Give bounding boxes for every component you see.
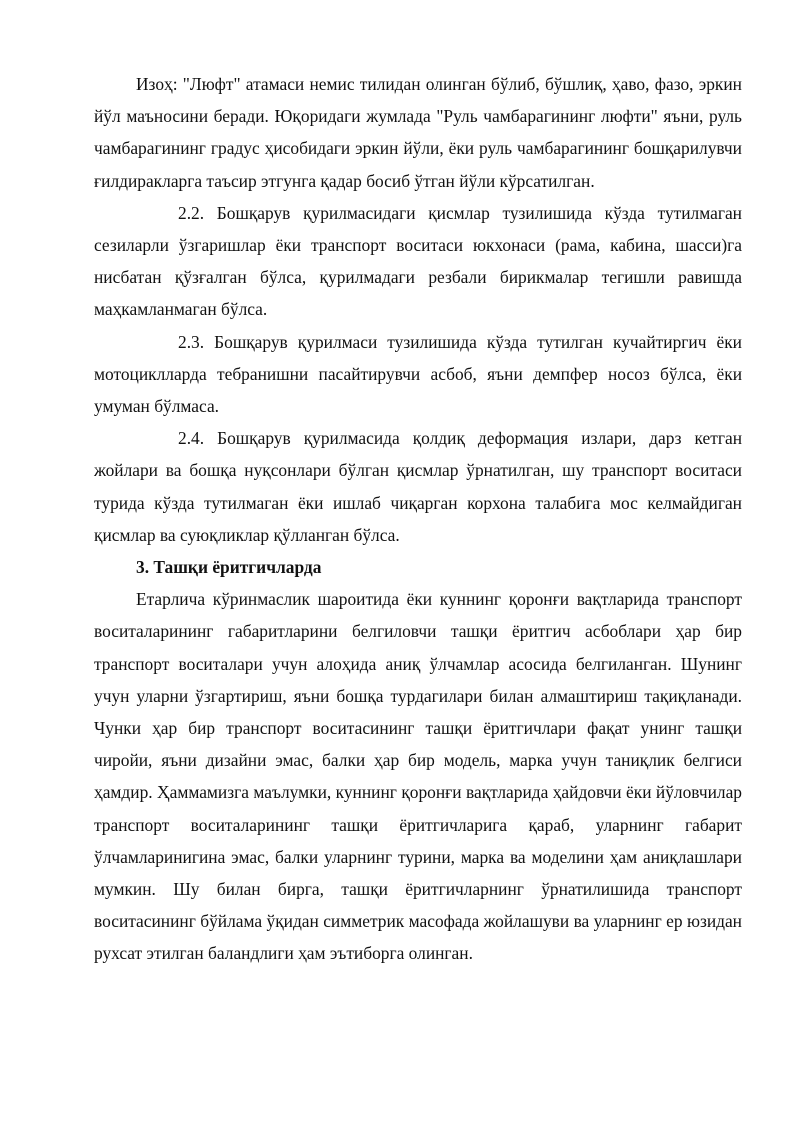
section-body: Етарлича кўринмаслик шароитида ёки куннинг қоронғи вақтларида транспорт воситаларининг габаритларини белгиловчи ташқи ёритгич асбоблари ҳар бир транспорт воситалари учун алоҳида аниқ ўлчамлар асосида белгиланган. Шунинг учун уларни ўзгартириш, яъни бошқа турдагилари билан алмаштириш тақиқланади. Чунки ҳар бир транспорт воситасининг ташқи ёритгичлари фақат унинг ташқи чиройи, яъни дизайни эмас, балки ҳар бир модель, марка учун таниқлик белгиси ҳамдир. Ҳаммамизга маълумки, куннинг қоронғи вақтларида ҳайдовчи ёки йўловчилар транспорт воситаларининг ташқи ёритгичларига қараб, уларнинг габарит ўлчамларинигина эмас, балки уларнинг турини, марка ва моделини ҳам аниқлашлари мумкин. Шу билан бирга, ташқи ёритгичларнинг ўрнатилишида транспорт воситасининг бўйлама ўқидан симметрик масофада жойлашуви ва уларнинг ер юзидан рухсат этилган баландлиги ҳам эътиборга олинган. (94, 589, 742, 964)
item-text: Бошқарув қурилмаси тузилишида кўзда тутилган кучайтиргич ёки мотоциклларда тебранишни пасайтирувчи асбоб, яъни демпфер носоз бўлса, ёки умуман бўлмаса. (94, 331, 742, 417)
item-text: Бошқарув қурилмасидаги қисмлар тузилишида кўзда тутилмаган сезиларли ўзгаришлар ёки транспорт воситаси юкхонаси (рама, кабина, шасси)га нисбатан қўзғалган бўлса, қурилмадаги резбали бирикмалар тегишли равишда маҳкамланмаган бўлса. (94, 202, 742, 320)
note-paragraph: Изоҳ: "Люфт" атамаси немис тилидан олинган бўлиб, бўшлиқ, ҳаво, фазо, эркин йўл маъносини беради. Юқоридаги жумлада "Руль чамбарагининг люфти" яъни, руль чамбарагининг градус ҳисобидаги эркин йўли, ёки руль чамбарагининг бошқарилувчи ғилдиракларга таъсир этгунга қадар босиб ўтган йўли кўрсатилган. (94, 74, 742, 191)
item-number: 2.3. (178, 331, 205, 352)
document-page (94, 68, 742, 970)
item-2-4 (94, 422, 742, 551)
item-2-2 (94, 197, 742, 326)
item-text: Бошқарув қурилмасида қолдиқ деформация излари, дарз кетган жойлари ва бошқа нуқсонлари бўлган қисмлар ўрнатилган, шу транспорт воситаси турида кўзда тутилмаган ёки ишлаб чиқарган корхона талабига мос келмайдиган қисмлар ва суюқликлар қўлланган бўлса. (94, 428, 742, 545)
item-number: 2.2. (178, 202, 205, 223)
item-2-3 (94, 326, 742, 423)
section-heading: 3. Ташқи ёритгичларда (136, 557, 322, 578)
item-number: 2.4. (178, 428, 205, 449)
